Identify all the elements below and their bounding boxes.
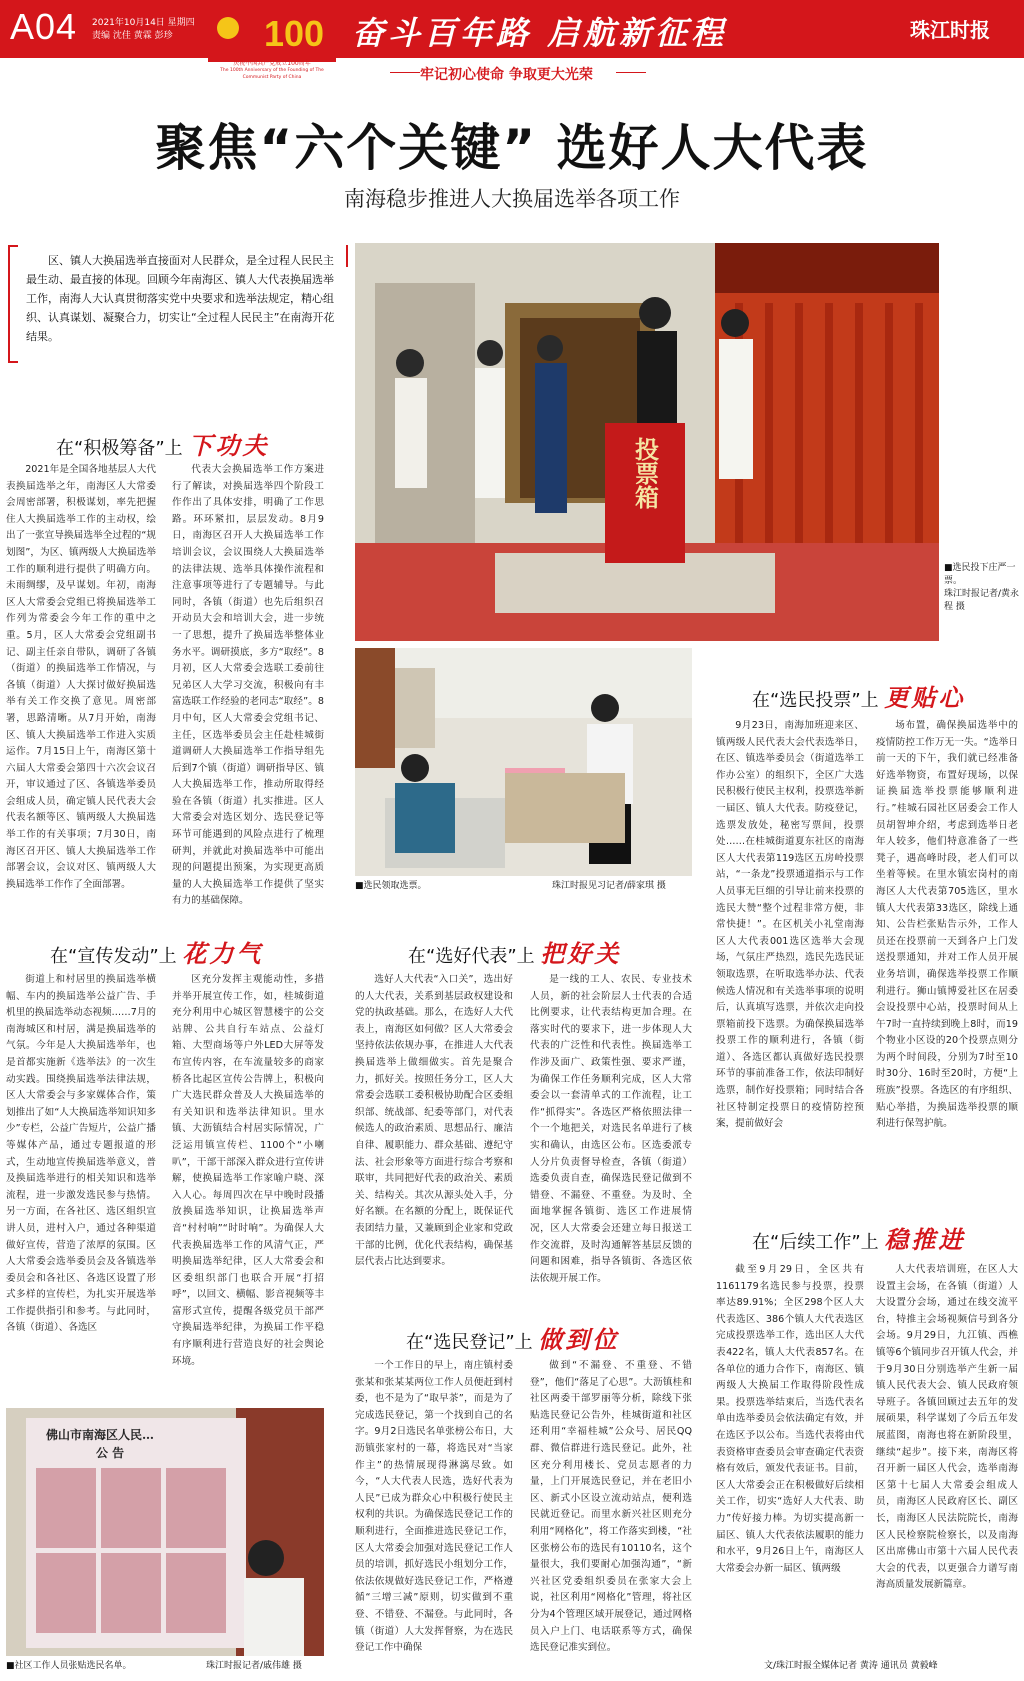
photo3-caption: ■社区工作人员张贴选民名单。: [6, 1661, 132, 1671]
party-emblem-icon: [217, 17, 239, 39]
date-line: [92, 17, 195, 43]
section-heading-registration: 在“选民登记”上 做到位: [406, 1325, 620, 1354]
body-column-4b: 做到“不漏登、不重登、不错登”，他们“落足了心思”。大沥镇桂和社区两委干部罗丽等分析，除线下张贴选民登记公告外，桂城街道和社区还利用“幸福桂城”公众号、居民QQ群、微信群进行选民登记。此外，社区充分利用楼长、党员志愿者的力量，上门开展选民登记，并在老旧小区、新式小区设立流动站点，便利选民就近登记。而里水新兴社区则充分利用“网格化”，将工作落实到楼，“社区张榜公布的选民有10110名，这个量很大，我们要耐心加强沟通”，“新兴社区党委组织委员在张家大会上说，社区利用“网格化”管理，将社区分为4个管理区域开展登记，通过网格员入户上门、电话联系等方式，确保选民登记准实到位。: [530, 1360, 692, 1654]
page-number: A04: [10, 6, 78, 47]
photo-posting-list: [6, 1408, 324, 1656]
divider: [616, 72, 646, 73]
body-column-1b: 代表大会换届选举工作方案进行了解读，对换届选举四个阶段工作作出了具体安排，明确了工作思路。环环紧扣，层层发动。8月9日，南海区召开人大换届选举工作培训会议，会议围绕人大换届选举的法律法规、选举具体操作流程和注意事项等进行了专题辅导。与此同时，各镇（街道）也先后组织召开动员大会和培训大会，进一步统一了思想，提升了换届选举整体业务水平。调研摸底，多方“取经”。8月初，区人大常委会选联工委前往兄弟区人大学习交流，积极向有丰富选联工作经验的老同志“取经”。8月中旬，区人大常委会党组书记、主任，区选举委员会主任赴桂城街道调研人大换届选举工作指导组先后到7个镇（街道）调研指导区、镇人大换届选举工作，推动所取得经验在各镇（街道）扎实推进。区人大常委会对选区划分、选民登记等环节可能遇到的风险点进行了梳理研判，并就此对换届选举中可能出现的问题提出预案，为实现更高质量的人大换届选举工作提供了坚实有力的基础保障。: [172, 464, 324, 907]
body-column-2b: 区充分发挥主观能动性，多措并举开展宣传工作，如，桂城街道充分利用中心城区智慧楼宇的公交站牌、公共自行车站点、公益灯箱、大型商场等户外LED大屏等发布宣传内容，在车流量较多的商家桥各比起区宣传公告牌上，积极向广大选民群众普及人大换届选举的有关知识和选举法律知识。里水镇、大沥镇结合村居实际情况，广泛运用镇宣传栏、1100个“小喇叭”，干部干部深入群众进行宣传讲解，使换届选举工作家喻户晓、深入人心。每周四次在早中晚时段播放换届选举知识，让换届选举声音“村村响”“时时响”。为确保人大代表换届选举工作的风清气正，严明换届选举纪律，区人大常委会和区委组织部门也联合开展“打招呼”，以回文、横幅、影音视频等丰富形式宣传，提醒各级党员干部严守换届选举纪律，为换届工作平稳有序顺利进行营造良好的社会舆论环境。: [172, 974, 324, 1367]
body-column-2a: 街道上和村居里的换届选举横幅、车内的换届选举公益广告、手机里的换届选举动态视频……7月的南海城区和村居，满是换届选举的气氛。今年是人大换届选举年，也是首都实施新《选举法》的一次生动实践。围绕换届选举法律法规，区人大常委会与多家媒体合作，策划推出了如“人大换届选举知识知多少”专栏，公益广告短片，公益广播等媒体产品，通过专题报道的形式，生动地宣传换届选举意义，普及换届选举进行的相关知识和选举流程，进一步激发选民参与热情。另一方面，在各社区、选区组织宣讲人员，进村入户，通过各种渠道做好宣传，营造了浓厚的氛围。区人大常委会选举委员会及各镇选举委员会和各社区、各选区设置了形式多样的宣传栏，为扎实开展选举工作提供指引和参考。与此同时，各镇（街道）、各选区: [6, 974, 157, 1334]
body-column-5a: 9月23日，南海加班迎来区、镇两级人民代表大会代表选举日，在区、镇选举委员会（街道选举工作办公室）的组织下，全区广大选民积极行使民主权利，投票选举新一届区、镇人大代表。防疫登记，选票发放处，秘密写票间，投票处……在桂城街道夏东社区的南海区人大代表第119选区五房岭投票站，“一条龙”投票通道指示与工作人员事无巨细的引导让前来投票的选民大赞“整个过程非常方便，非常快捷！”。在区机关小礼堂南海区人大代表001选区选举大会现场，气氛庄严热烈，选民先选民证领取选票，在听取选举办法、代表候选人情况和有关选举事项的说明后，认真填写选票，并依次走向投票箱前投下选票。为确保换届选举投票工作的顺利进行，各镇（街道）、各选区都认真做好选民投票环节的事前准备工作，依法印制好选票，制作好投票箱；同时结合各社区特制定投票日的疫情防控预案，提前做好会: [716, 720, 864, 1130]
body-column-5b: 场布置，确保换届选举中的疫情防控工作万无一失。“选举日前一天的下午，我们就已经准备好选举物资，布置好现场，以保证换届选举投票能够顺利进行。”桂城石园社区居委会工作人员胡智坤介绍，考虑到选举日老年人较多，他们特意准备了一些凳子，遇高峰时段，老人们可以坐着等候。在里水镇宏岗村的南海区人大代表第705选区，里水镇人大代表第33选区，除线上通知、公告栏张贴告示外，工作人员还在投票前一天到各户上门发送投票通知，并对工作人员开展业务培训，确保选举投票工作顺利进行。狮山镇博爱社区在居委会设投票中心站，投票时间从上午7时一直持续到晚上8时，而19个物业小区设的20个投票点则分为两个时间段，分别为7时至10时30分、16时至20时，方便“上班族”投票。各选区的有序组织、贴心举措，为换届选举投票的顺利进行保驾护航。: [876, 720, 1018, 1130]
body-column-1a: 2021年是全国各地基层人大代表换届选举之年，南海区人大常委会周密部署，积极谋划，率先把握住人大换届选举工作的主动权，绘出了一张宣导换届选举全过程的“规划图”，为区、镇两级人大换届选举工作的顺利进行提供了明确方向。未雨绸缪，及早谋划。年初，南海区人大常委会党组已将换届选举工作列为常委会今年工作的重中之重。5月，区人大常委会党组副书记、副主任亲自带队，调研了各镇（街道）的换届选举工作情况，与各镇（街道）人大探讨做好换届选举有关工作交换了意见。周密部署，思路清晰。从7月开始，南海区、镇人大换届选举工作进入实质运作。7月15日上午，南海区第十六届人大常委会第四十六次会议召开，审议通过了区、各镇选举委员会组成人员，确定镇人民代表大会代表名额等区、镇两级人大换届选举工作的有关事项；7月30日，南海区召开区、镇人大换届选举工作部署会议，会议对区、镇两级人大换届选举工作作了全面部署。: [6, 464, 156, 890]
byline: 文/珠江时报全媒体记者 黄涛 通讯员 黄毅峰: [764, 1661, 938, 1671]
body-column-6b: 人大代表培训班，在区人大设置主会场，在各镇（街道）人大设置分会场，通过在线交流平台，特推主会场视频信号到各分会场。9月29日，九江镇、西樵镇等6个镇同步召开镇人代会，并于9月30日分别选举产生新一届镇人民代表大会、镇人民政府领导班子。各镇回顾过去五年的发展硕果，科学谋划了今后五年发展蓝图，南海也将在新阶段里，继续“起步”。接下来，南海区将召开新一届区人代会，选举南海区第十七届人大常委会组成人员，南海区人民政府区长、副区长，南海区人民法院院长，南海区人民检察院检察长，以及南海区出席佛山市第十六届人民代表大会的代表，以更强合力谱写南海高质量发展新篇章。: [876, 1264, 1018, 1591]
emblem-caption: 庆祝中国共产党成立100周年 The 100th Anniversary of the Founding of The Communist Party of China: [220, 60, 324, 80]
section-heading-voting: 在“选民投票”上 更贴心: [752, 683, 966, 712]
photo2-caption: ■选民领取选票。: [355, 881, 427, 891]
body-column-6a: 截至9月29日，全区共有1161179名选民参与投票，投票率达89.91%；全区298个区人大代表选区、386个镇人大代表选区完成投票选举工作，选出区人大代表422名，镇人大代表857名。在各单位的通力合作下，南海区、镇两级人大换届工作取得阶段性成果。投票选举结束后，当选代表名单由选举委员会依法确定有效，并在选区予以公布。当选代表将由代表资格审查委员会审查确定代表资格有效后，颁发代表证书。目前，区人大常委会正在积极做好后续相关工作，切实“选好人大代表、助力”传好接力棒。为切实提高新一届区、镇人大代表依法履职的能力和水平，9月26日上午，南海区人大常委会办新一届区、镇两级: [716, 1264, 864, 1574]
section-heading-publicity: 在“宣传发动”上 花力气: [50, 939, 264, 968]
emblem-number: 100: [263, 13, 325, 54]
lead-paragraph-box: [8, 245, 348, 363]
body-column-3a: 选好人大代表“入口关”，选出好的人大代表，关系到基层政权建设和党的执政基础。那么，在选好人大代表上，南海区如何做？区人大常委会坚持依法依规办事，在推进人大代表换届选举上做细做实。首先是聚合力，抓好关。按照任务分工，区人大常委会选联工委积极协助配合区委组织部、统战部、纪委等部门，对代表候选人的政治素质、思想品行、廉洁自律、履职能力、群众基础、遵纪守法、社会形象等方面进行综合考察和联审，共同把好代表的政治关、素质关、结构关。其次从源头处入手，分好名额。在名额的分配上，既保证代表团结力量，又兼顾到企业家和党政干部的比例，优化代表结构，确保基层代表占比达到要求。: [355, 974, 513, 1268]
photo3-credit: 珠江时报记者/戚伟雄 摄: [206, 1661, 302, 1671]
issue-date: 2021年10月14日 星期四: [92, 18, 195, 28]
body-column-3b: 是一线的工人、农民、专业技术人员，新的社会阶层人士代表的合适比例要求，让代表结构更加合理。在落实时代的要求下，进一步体现人大代表的广泛性和代表性。换届选举工作涉及面广、政策性强、要求严谨，为确保工作任务顺利完成，区人大常委会以一套清单式的工作流程，让工作“抓得实”。各选区严格依照法律一个一个地把关，对选民名单进行了核实和确认，由选区公布。区选委派专人分片负责督导检查，各镇（街道）选委负责自查，确保选民登记做到不错登、不漏登、不重登。为及时、全面地掌握各镇街、选区工作进展情况，区人大常委会还建立每日报送工作交流群，及时沟通解答基层反馈的问题和困难，指导各镇街、各选区依法依规开展工作。: [530, 974, 692, 1284]
headline: 聚焦“六个关键” 选好人大代表: [155, 119, 869, 177]
slogan: 奋斗百年路 启航新征程: [352, 14, 728, 52]
photo1-caption: ■选民投下庄严一票。 珠江时报记者/黄永程 摄: [944, 563, 1020, 612]
section-heading-preparation: 在“积极筹备”上 下功夫: [56, 431, 270, 460]
newspaper-brand: 珠江时报: [910, 18, 990, 42]
board-subtitle: 公 告: [96, 1446, 125, 1460]
editors-line: 责编 沈佳 黄霖 彭珍: [92, 31, 173, 41]
photo-collect-ballots: [355, 648, 692, 876]
section-heading-followup: 在“后续工作”上 稳推进: [752, 1225, 966, 1254]
board-title: 佛山市南海区人民…: [46, 1428, 155, 1442]
photo-voting: [355, 243, 939, 641]
subheadline: 南海稳步推进人大换届选举各项工作: [344, 187, 680, 211]
ballot-box-label: 投票箱: [630, 437, 660, 509]
lead-paragraph: 区、镇人大换届选举直接面对人民群众，是全过程人民民主最生动、最直接的体现。回顾今年南海区、镇人大代表换届选举工作，南海人大认真贯彻落实党中央要求和选举法规定，精心组织、认真谋划、凝聚合力，切实让“全过程人民民主”在南海开花结果。: [26, 254, 335, 343]
body-column-4a: 一个工作日的早上，南庄镇村委张某和张某某两位工作人员便赶到村委，也不是为了“取早茶”，而是为了完成选民登记，第一个找到自己的名字。9月2日选民名单张榜公布日，大沥镇张家村的一幕，将选民对“当家作主”的热情展现得淋漓尽致。如今，“人大代表人民选，选好代表为人民”已成为群众心中积极行使民主权利的共识。为确保选民登记工作的顺利进行，全面推进选民登记工作，区人大常委会加强对选民登记工作人员的培训，抓好选民小组划分工作，依法依规做好选民登记工作，严格遵循“三增三减”原则，切实做到不重登、不错登、不漏登。与此同时，各镇（街道）人大发挥督察，为在选民登记工作中确保: [355, 1360, 513, 1654]
divider: [390, 72, 420, 73]
sub-slogan: 牢记初心使命 争取更大光荣: [420, 67, 593, 83]
photo2-credit: 珠江时报见习记者/薛家琪 摄: [552, 881, 666, 891]
section-heading-representatives: 在“选好代表”上 把好关: [408, 939, 622, 968]
